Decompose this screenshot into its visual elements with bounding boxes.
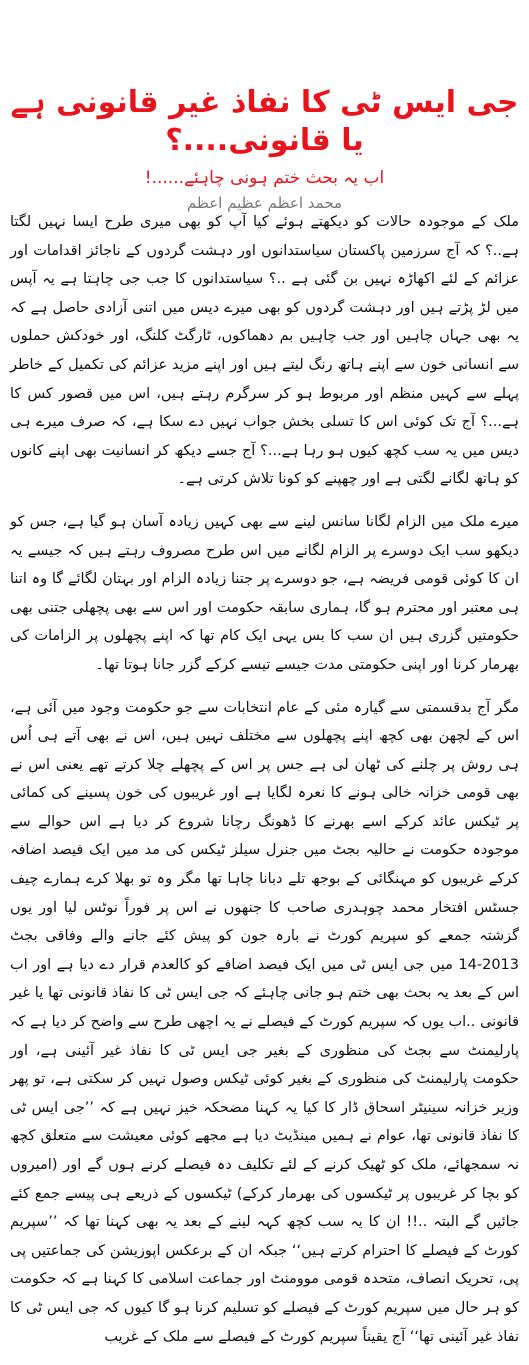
article-paragraph: میرے ملک میں الزام لگانا سانس لینے سے بھی کہیں زیادہ آسان ہو گیا ہے، جس کو دیکھو سب ایک دوسرے پر الزام لگانے میں اس طرح مصروف رہتے ہیں کہ جیسے یہ ان کا کوئی قومی فریضہ ہے، جو دوسرے پر جتنا زیادہ الزام اور بہتان لگائے گا وہ اتنا ہی معتبر اور محترم ہو گا، ہماری سابقہ حکومت اور اس سے بھی پچھلی جتنی بھی حکومتیں گزری ہیں ان سب کا بس یہی ایک کام تھا کہ اپنے پچھلوں پر الزامات کی بھرمار کرنا اور اپنی حکومتی مدت جیسے تیسے کرکے گزر جانا ہوتا تھا۔	[10, 513, 519, 673]
article-paragraph: مگر آج بدقسمتی سے گیارہ مئی کے عام انتخابات سے جو حکومت وجود میں آئی ہے، اس کے لچھن بھی کچھ اپنے پچھلوں سے مختلف نہیں ہیں، اس نے بھی آتے ہی اُس ہی روش پر چلنے کی ٹھان لی ہے جس پر اس کے پچھلے چلا کرتے تھے یعنی اس نے بھی قومی خزانہ خالی ہونے کا نعرہ لگایا ہے اور غریبوں کی خون پسینے کی کمائی پر ٹیکس عائد کرکے اسے بھرنے کا ڈھونگ رچانا شروع کر دیا ہے اس حوالے سے موجودہ حکومت نے حالیہ بجٹ میں جنرل سیلز ٹیکس کی مد میں ایک فیصد اضافہ کرکے غریبوں کو مہنگائی کے بوجھ تلے دبانا چاہا تھا مگر وہ تو بھلا کرے ہمارے چیف جسٹس افتخار محمد چوہدری صاحب کا جنھوں نے اس پر فوراً نوٹس لیا اور یوں گزشتہ جمعے کو سپریم کورٹ نے بارہ جون کو پیش کئے جانے والے وفاقی بجٹ 2013-14 میں جی ایس ٹی میں ایک فیصد اضافے کو کالعدم قرار دے دیا ہے اور اب اس کے بعد یہ بحث بھی ختم ہو جانی چاہئے کہ جی ایس ٹی کا نفاذ قانونی تھا یا غیر قانونی ..اب یوں کہ سپریم کورٹ کے فیصلے نے یہ اچھی طرح سے واضح کر دیا ہے کہ پارلیمنٹ سے بجٹ کی منظوری کے بغیر جی ایس ٹی کا نفاذ غیر آئینی ہے، اور حکومت پارلیمنٹ کی منظوری کے بغیر کوئی ٹیکس وصول نہیں کر سکتی ہے، تو پھر وزیر خزانہ سینیٹر اسحاق ڈار کا کیا یہ کہنا مضحکہ خیز نہیں ہے کہ ’’جی ایس ٹی کا نفاذ قانونی تھا، عوام نے ہمیں مینڈیٹ دیا ہے مجھے کوئی معیشت سے متعلق کچھ نہ سمجھائے، ملک کو ٹھیک کرنے کے لئے تکلیف دہ فیصلے کرنے ہوں گے اور (امیروں کو بچا کر غریبوں پر ٹیکسوں کی بھرمار کرکے) ٹیکسوں کے ذریعے ہی پیسے جمع کئے جائیں گے البتہ ..!! ان کا یہ سب کچھ کہہ لینے کے بعد یہ بھی کہنا تھا کہ ’’سپریم کورٹ کے فیصلے کا احترام کرتے ہیں‘‘ جبکہ ان کے برعکس اپوزیشن کی جماعتیں پی پی، تحریک انصاف، متحدہ قومی موومنٹ اور جماعت اسلامی کا کہنا ہے کہ حکومت کو ہر حال میں سپریم کورٹ کے فیصلے کو تسلیم کرنا ہو گا کیوں کہ جی ایس ٹی کا نفاذ غیر آئینی تھا‘‘ آج یقیناً سپریم کورٹ کے فیصلے سے ملک کے غریب	[10, 699, 519, 1345]
article-paragraph: ملک کے موجودہ حالات کو دیکھتے ہوئے کیا آپ کو بھی میری طرح ایسا نہیں لگتا ہے..؟ کہ آج سرزمین پاکستان سیاستدانوں اور دہشت گردوں کے ناجائز اقدامات اور عزائم کے لئے اکھاڑہ نہیں بن گئی ہے ..؟ سیاستدانوں کا جب جی چاہتا ہے یہ آپس میں لڑ پڑتے ہیں اور دہشت گردوں کو بھی میرے دیس میں اتنی آزادی حاصل ہے کہ یہ بھی جہاں چاہیں اور جب چاہیں بم دھماکوں، ٹارگٹ کلنگ، اور خودکش حملوں سے انسانی خون سے اپنے ہاتھ رنگ لیتے ہیں اور اپنے مزید عزائم کی تکمیل کے خاطر پہلے سے کہیں منظم اور مربوط ہو کر سرگرم رہتے ہیں، اس میں قصور کس کا ہے...؟ آج تک کوئی اس کا تسلی بخش جواب نہیں دے سکا ہے، کہ صرف میرے ہی دیس میں یہ سب کچھ کیوں ہو رہا ہے...؟ آج جسے دیکھ کر انسانیت بھی اپنے کانوں کو ہاتھ لگانے لگتی ہے اور چھپنے کو کونا تلاش کرتی ہے۔	[10, 214, 519, 488]
article-author: محمد اعظم عظیم اعظم	[186, 194, 343, 212]
article-body	[10, 208, 519, 1365]
article-title: جی ایس ٹی کا نفاذ غیر قانونی ہے یا قانونی....؟	[10, 85, 519, 158]
article-header	[0, 0, 529, 214]
article-subtitle: اب یہ بحث ختم ہونی چاہئے......!	[144, 168, 385, 188]
